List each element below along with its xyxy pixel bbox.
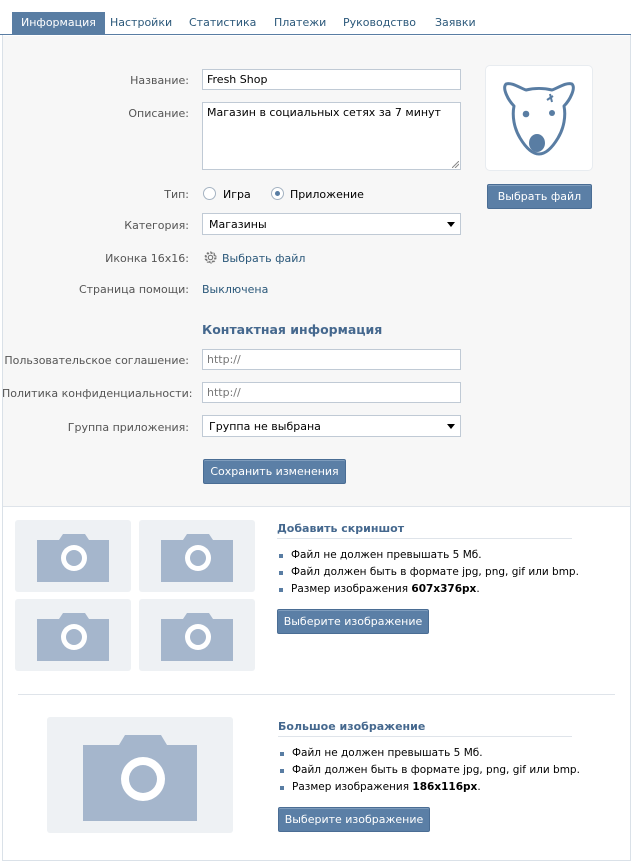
list-item: Файл не должен превышать 5 Мб. [277, 547, 579, 564]
resize-grip-icon[interactable] [452, 161, 459, 168]
name-label: Название: [130, 74, 189, 87]
section-divider [18, 694, 615, 695]
screenshot-slot-1[interactable] [15, 520, 131, 592]
app-group-select[interactable] [202, 415, 461, 437]
type-radio-app[interactable] [271, 187, 284, 200]
app-group-label: Группа приложения: [67, 421, 189, 434]
size-suffix: . [477, 781, 481, 793]
type-radio-app-label[interactable]: Приложение [290, 188, 364, 201]
screenshot-rules-list [277, 547, 579, 598]
list-item: Файл должен быть в формате jpg, png, gif или bmp. [278, 762, 580, 779]
agreement-url-input[interactable] [202, 349, 461, 370]
category-label: Категория: [124, 219, 189, 232]
screenshot-upload-button[interactable]: Выберите изображение [277, 609, 429, 634]
size-prefix: Размер изображения [292, 781, 413, 793]
help-page-label: Страница помощи: [78, 283, 189, 296]
avatar-upload-button[interactable]: Выбрать файл [487, 184, 592, 209]
tab-requests[interactable]: Заявки [435, 16, 476, 29]
camera-icon [15, 599, 131, 671]
gear-icon[interactable] [203, 250, 218, 265]
description-wrapper [202, 102, 461, 170]
agreement-label: Пользовательское соглашение: [4, 354, 189, 367]
size-prefix: Размер изображения [291, 583, 412, 595]
big-image-title: Большое изображение [278, 720, 426, 733]
description-label: Описание: [128, 107, 189, 120]
list-item [277, 581, 579, 598]
tab-guide[interactable]: Руководство [343, 16, 417, 29]
app-group-value: Группа не выбрана [209, 420, 321, 433]
tab-bar [0, 0, 631, 35]
screenshot-slot-2[interactable] [139, 520, 255, 592]
add-screenshot-title: Добавить скриншот [277, 522, 405, 535]
camera-icon [47, 717, 233, 833]
size-suffix: . [476, 583, 480, 595]
section-underline [277, 538, 572, 539]
tab-info[interactable]: Информация [12, 12, 105, 35]
list-item [278, 779, 580, 796]
name-input[interactable] [202, 69, 461, 90]
description-textarea[interactable] [202, 102, 461, 170]
type-radio-game-label[interactable]: Игра [223, 188, 251, 201]
help-page-toggle-link[interactable]: Выключена [202, 283, 269, 296]
type-label: Тип: [164, 188, 189, 201]
camera-icon [139, 599, 255, 671]
privacy-label: Политика конфиденциальности: [2, 387, 193, 400]
save-changes-button[interactable]: Сохранить изменения [203, 459, 346, 484]
section-underline [278, 736, 572, 737]
tab-statistics[interactable]: Статистика [189, 16, 257, 29]
list-item: Файл не должен превышать 5 Мб. [278, 745, 580, 762]
big-image-upload-button[interactable]: Выберите изображение [278, 807, 430, 832]
screenshot-slot-3[interactable] [15, 599, 131, 671]
tab-payments[interactable]: Платежи [274, 16, 327, 29]
privacy-url-input[interactable] [202, 382, 461, 403]
list-item: Файл должен быть в формате jpg, png, gif или bmp. [277, 564, 579, 581]
category-value: Магазины [209, 218, 267, 231]
camera-icon [15, 520, 131, 592]
tab-settings[interactable]: Настройки [110, 16, 173, 29]
screenshot-slot-4[interactable] [139, 599, 255, 671]
camera-icon [139, 520, 255, 592]
big-image-slot[interactable] [47, 717, 233, 833]
big-image-rules-list [278, 745, 580, 796]
app-avatar [486, 66, 592, 170]
vk-dog-avatar-icon [486, 66, 592, 170]
icon-label: Иконка 16x16: [105, 252, 189, 265]
contact-info-title: Контактная информация [202, 322, 383, 337]
size-value: 186x116px [412, 781, 478, 793]
type-radio-game[interactable] [203, 187, 216, 200]
chevron-down-icon [447, 424, 455, 429]
size-value: 607x376px [411, 583, 477, 595]
icon-upload-link[interactable]: Выбрать файл [222, 252, 306, 265]
chevron-down-icon [447, 222, 455, 227]
category-select[interactable] [202, 213, 461, 235]
